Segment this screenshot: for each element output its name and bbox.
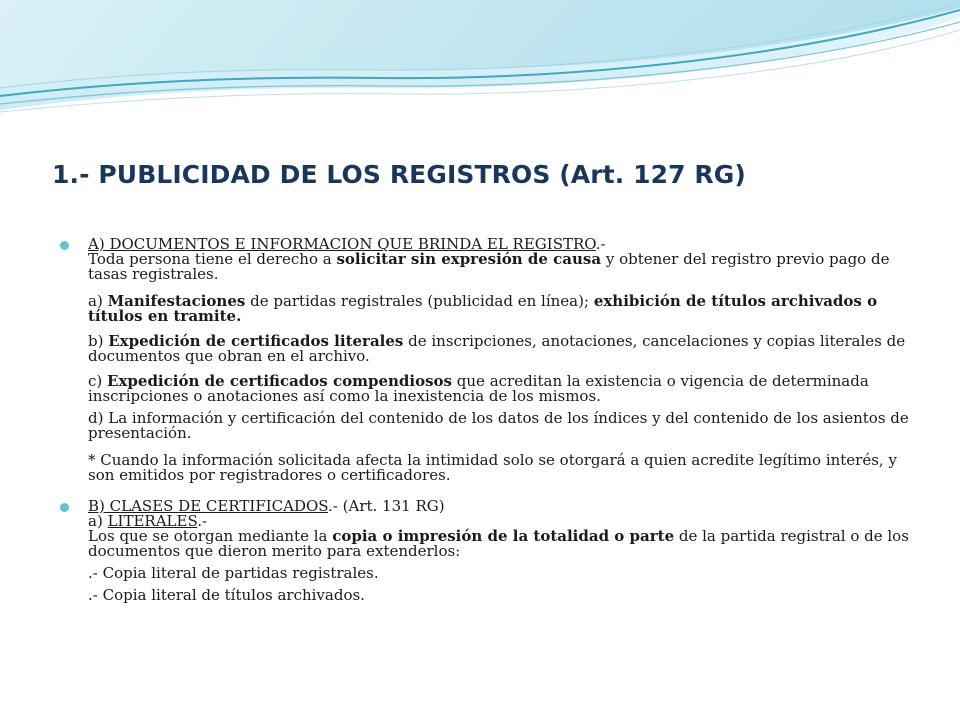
item-d-text: ) La información y certificación del contenido de los datos de los índices y del contenido de los asientos de presentación. [88,409,909,442]
section-a-heading-suffix: .- [595,235,606,253]
list-item: .- Copia literal de títulos archivados. [88,586,365,604]
item-c-paren: ) [96,372,108,390]
slide-title: 1.- PUBLICIDAD DE LOS REGISTROS (Art. 127 RG) [52,160,746,189]
item-b-letter: b [88,332,98,350]
sub-a-title: LITERALES [107,512,198,530]
bullet-icon [60,503,69,512]
item-d [88,411,913,441]
item-a-paren: ) [96,292,108,310]
section-b-heading-text: B) CLASES DE CERTIFICADOS [88,497,329,515]
item-b-paren: ) [97,332,109,350]
item-b-text: de inscripciones, anotaciones, cancelaciones y copias literales de documentos que obran en el archivo. [88,332,906,365]
section-b [58,499,913,603]
item-c-bold: Expedición de certificados compendiosos [107,372,453,390]
bullet-icon [60,241,69,250]
header-wave-decoration [0,0,960,130]
list-item: .- Copia literal de partidas registrales. [88,564,379,582]
sub-a-prefix: a) [88,512,108,530]
item-c-text: que acreditan la existencia o vigencia de determinada inscripciones o anotaciones así como la inexistencia de los mismos. [88,372,869,405]
desc-bold: copia o impresión de la totalidad o parte [332,527,675,545]
item-a-letter: a [88,292,97,310]
item-a [88,294,913,324]
section-b-heading-suffix: .- (Art. 131 RG) [328,497,445,515]
section-a [58,237,913,483]
desc-text-1: Los que se otorgan mediante la [88,527,333,545]
section-a-note: * Cuando la información solicitada afecta la intimidad solo se otorgará a quien acredite legítimo interés, y son emitidos por registradores o certificadores. [88,451,897,484]
section-a-intro [88,252,913,282]
section-b-desc [88,529,913,559]
intro-text-1: Toda persona tiene el derecho a [88,250,337,268]
item-a-bold-2: exhibición de títulos archivados o títulos en tramite. [88,292,878,325]
slide-body [58,237,913,603]
item-b-bold: Expedición de certificados literales [108,332,404,350]
item-a-bold-1: Manifestaciones [107,292,246,310]
item-b [88,334,913,364]
sub-a-suffix: .- [197,512,208,530]
item-c-letter: c [88,372,97,390]
section-a-heading-text: A) DOCUMENTOS E INFORMACION QUE BRINDA EL REGISTRO [88,235,596,253]
item-c [88,374,913,404]
intro-text-2: y obtener del registro previo pago de tasas registrales. [88,250,890,283]
intro-bold: solicitar sin expresión de causa [336,250,602,268]
desc-text-2: de la partida registral o de los documentos que dieron merito para extenderlos: [88,527,909,560]
item-a-text: de partidas registrales (publicidad en línea); [245,292,594,310]
item-d-letter: d [88,409,98,427]
section-b-heading [88,499,913,514]
